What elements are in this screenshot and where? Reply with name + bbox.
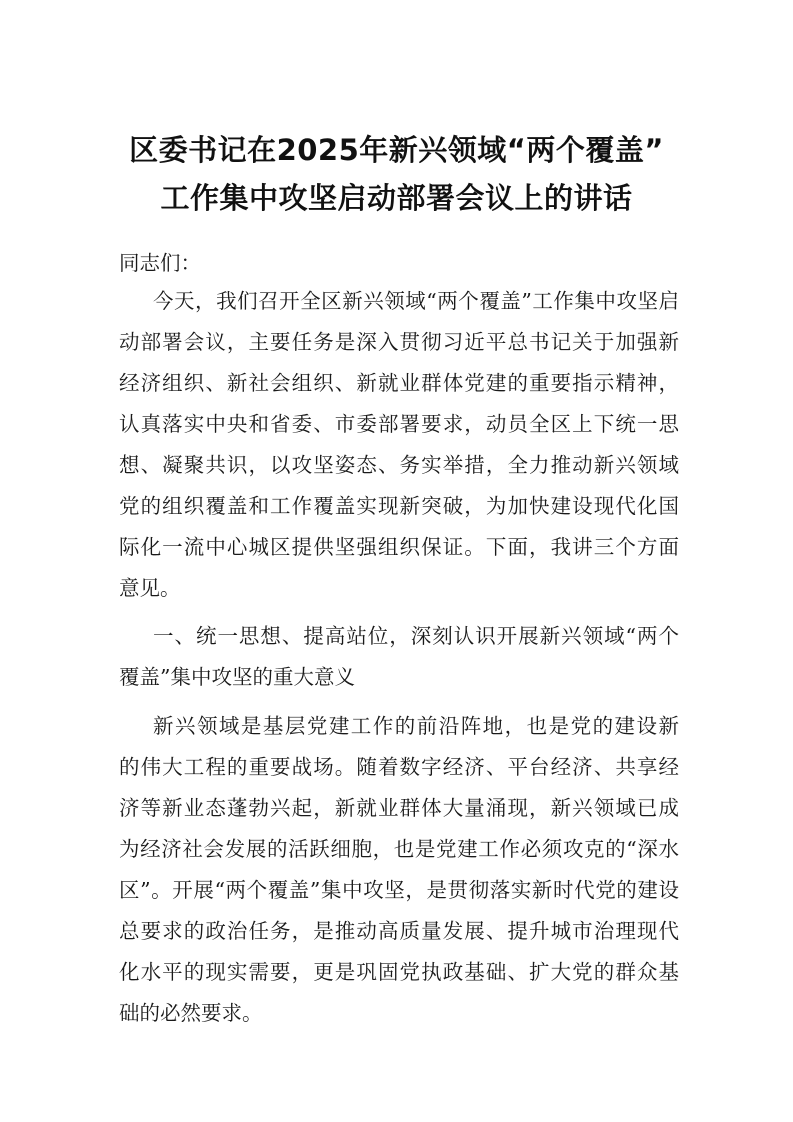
paragraph-line: 今天，我们召开全区新兴领域“两个覆盖”工作集中攻坚启 — [153, 289, 679, 313]
paragraph-line: 的伟大工程的重要战场。随着数字经济、平台经济、共享经 — [119, 755, 679, 779]
paragraph-line: 际化一流中心城区提供坚强组织保证。下面，我讲三个方面 — [119, 535, 679, 559]
heading-line: 一、统一思想、提高站位，深刻认识开展新兴领域“两个 — [153, 624, 679, 648]
document-title-line-1: 区委书记在2025年新兴领域“两个覆盖” — [129, 133, 664, 167]
document-title-line-2: 工作集中攻坚启动部署会议上的讲话 — [160, 181, 633, 215]
paragraph-line: 想、凝聚共识，以攻坚姿态、务实举措，全力推动新兴领域 — [119, 453, 679, 477]
paragraph-line: 化水平的现实需要，更是巩固党执政基础、扩大党的群众基 — [119, 960, 679, 984]
salutation: 同志们： — [119, 251, 201, 275]
paragraph-line: 新兴领域是基层党建工作的前沿阵地，也是党的建设新 — [153, 714, 679, 738]
paragraph-line: 济等新业态蓬勃兴起，新就业群体大量涌现，新兴领域已成 — [119, 796, 679, 820]
paragraph-line: 为经济社会发展的活跃细胞，也是党建工作必须攻克的“深水 — [119, 837, 679, 861]
paragraph-line: 动部署会议，主要任务是深入贯彻习近平总书记关于加强新 — [119, 330, 679, 354]
paragraph-line: 认真落实中央和省委、市委部署要求，动员全区上下统一思 — [119, 412, 679, 436]
paragraph-line: 党的组织覆盖和工作覆盖实现新突破，为加快建设现代化国 — [119, 494, 679, 518]
paragraph-line: 础的必然要求。 — [119, 1001, 263, 1025]
paragraph-line: 总要求的政治任务，是推动高质量发展、提升城市治理现代 — [119, 919, 679, 943]
paragraph-line: 意见。 — [119, 576, 181, 600]
heading-line: 覆盖”集中攻坚的重大意义 — [119, 665, 355, 689]
paragraph-line: 经济组织、新社会组织、新就业群体党建的重要指示精神， — [119, 371, 679, 395]
paragraph-line: 区”。开展“两个覆盖”集中攻坚，是贯彻落实新时代党的建设 — [119, 878, 679, 902]
